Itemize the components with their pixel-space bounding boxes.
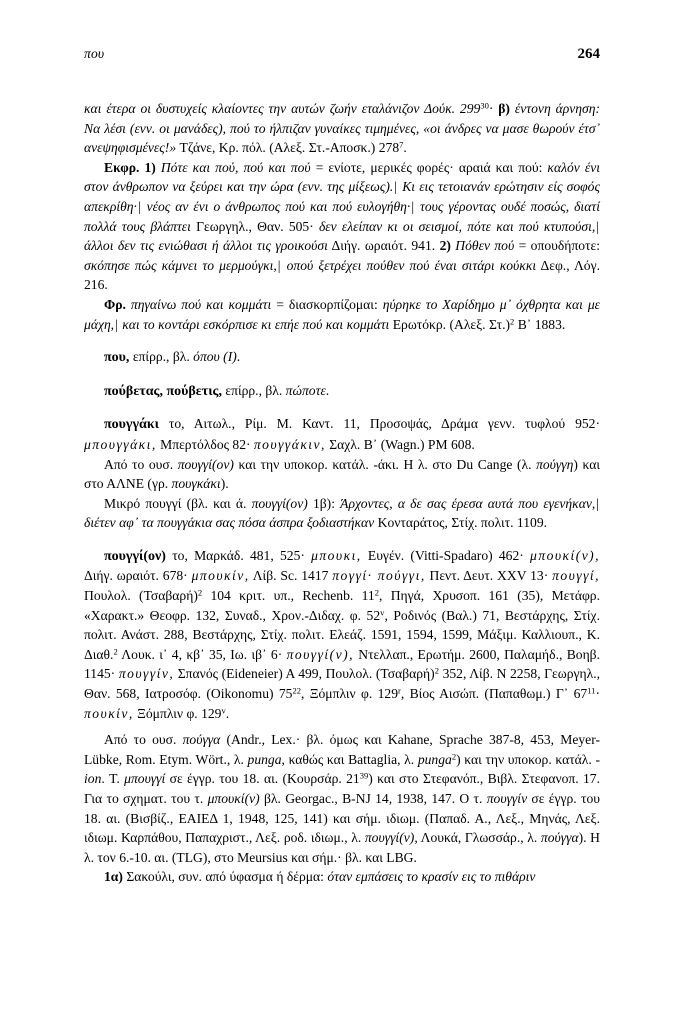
poungaki-etym-it-3: πουγκάκι <box>171 476 221 492</box>
headword-poubetas: πούβετας, πούβετις, <box>104 383 222 399</box>
paragraph-ekfrasi <box>84 158 600 295</box>
poungion-refs-8: , Πηγά, Χρυσοπ. 161 (35), Μετάφρ. «Χαρακτ.» Θεοφρ. 132, Συναδ., Χρον.-Διδαχ. φ. 52 <box>84 588 600 623</box>
verse-break: | <box>115 316 118 332</box>
poungion-refs-12: Σπανός (Eideneier) Α 499, Πουλολ. (Τσαβαρή) <box>174 666 435 682</box>
headword-pou: που, <box>104 350 130 366</box>
poungaki-refs-1: το, Αιτωλ., Ρίμ. Μ. Καντ. 11, Προσοψάς, Δράμα γενν. τυφλού 952· <box>158 416 600 432</box>
poungion-sup-2: 2 <box>374 587 379 598</box>
paragraph-continuation <box>84 99 600 158</box>
poungion-refs-18: . <box>225 705 230 721</box>
ekfr-sense-1-gloss: ενίοτε, μερικές φορές· αραιά και πού: <box>328 159 543 175</box>
poungion-refs-16: · <box>595 686 600 702</box>
poungaki-citation-b: διέτεν αφ᾽ τα πουγγάκια σας πόσα άσπρα ξοδιαστήκαν <box>84 515 375 531</box>
entry-poungaki <box>84 414 600 454</box>
verse-break: | <box>394 179 398 195</box>
poungion-refs-15: , Βίος Αισώπ. (Παπαθωμ.) Γ᾽ 67 <box>400 686 588 702</box>
etym-k: ). Η λ. τον 6.-10. αι. (TLG), στο Meursius και σήμ.· βλ. και LBG. <box>84 830 600 865</box>
poungion-variant-7: πουγγίν, <box>118 666 175 682</box>
poungion-variant-2: μπουκί(ν), <box>530 547 601 563</box>
poungaki-citation-a: Άρχοντες, α δε σας έρεσα αυτά που εγενήκαν, <box>340 495 596 511</box>
poungaki-etym-b: και την υποκορ. κατάλ. -άκι. Η λ. στο Du Cange (λ. <box>233 456 537 472</box>
poungion-refs-5: Πεντ. Δευτ. XXV 13· <box>425 568 549 584</box>
etym-b: (Andr., Lex.· βλ. όμως και Kahane, Sprache 387-8, 453, Meyer-Lübke, Rom. Etym. Wört., λ. <box>84 732 601 767</box>
poungion-variant-6: πουγγί(ν), <box>286 646 354 662</box>
ekfr-sense-1-equals: = <box>315 159 324 175</box>
poungaki-sense-marker: 1β): <box>307 495 335 511</box>
ekfr-sense-1-citation-b: Κι εις τετοιανάν ερώτησιν είς σοφός απεκρίθη· <box>84 179 600 214</box>
ekfr-sense-2-citation-a: σκόπησε πώς κάμνει το μερμούγκι, <box>84 257 277 273</box>
poungion-sup-8: 11 <box>587 685 596 696</box>
sense-1a-marker: 1α) <box>104 869 123 885</box>
etym-i: σε έγγρ. του 18. αι. (Βισβίζ., ΕΑΙΕΔ 1, 1948, 125, 141) και σήμ. ιδιωμ. (Παπαδ. Α., Λεξ., Μηνάς, Λεξ. ιδιωμ. Καρπάθου, Παπαχριστ., Λεξ. ροδ. ιδιωμ., λ. <box>84 791 600 846</box>
poungion-refs-17: Ξόμπλιν φ. 129 <box>133 705 222 721</box>
entry-spacer <box>84 401 600 414</box>
cont-text-2: · <box>488 101 494 116</box>
etym-it-6: μπουκί(ν) <box>207 791 260 806</box>
poungion-sup-9: v <box>221 704 226 715</box>
poungion-variant-4: πογγί· πούγγι, <box>332 568 426 584</box>
ekfr-sense-1-citation-c: νέος αν ένι ο άνθρωπος πού και πού ευλογήθη· <box>146 198 411 214</box>
fr-lemma: πηγαίνω πού και κομμάτι <box>130 296 272 312</box>
ekfr-sense-2-citation-b: οπού ξετρέχει πούθεν πού έναι σιτάρι κούκκι <box>286 257 537 273</box>
entry-poubetas-crossref: πώποτε <box>285 382 326 398</box>
fr-equals: = <box>276 296 284 312</box>
poungaki-etym-c: ) και στο ΑΛΝΕ (γρ. <box>84 456 600 492</box>
entry-spacer <box>84 533 600 546</box>
etym-f: σε έγγρ. του 18. αι. (Κουρσάρ. 21 <box>165 771 360 787</box>
running-head <box>84 46 600 63</box>
poungion-variant-5: πουγγί, <box>552 568 600 584</box>
poungion-refs-14: , Ξόμπλιν φ. 129 <box>301 686 398 702</box>
etym-it-8: πουγγί(ν) <box>364 830 415 846</box>
entry-pou-gram: επίρρ., βλ. <box>132 349 194 365</box>
verse-break: | <box>411 198 415 214</box>
entry-pou <box>84 347 600 368</box>
poungaki-variant-2: πουγγάκιν, <box>253 436 326 452</box>
paragraph-sense-1a <box>84 867 600 887</box>
etym-e: . Τ. <box>101 771 125 787</box>
cont-sense-marker-b: β) <box>493 101 510 116</box>
ekfr-sense-2-marker: 2) <box>439 238 451 254</box>
poungaki-source: Κονταράτος, Στίχ. πολιτ. 1109. <box>377 515 548 531</box>
etym-it-5: μπουγγί <box>124 771 166 787</box>
ekfr-sense-1-source-b: Διήγ. ωραιότ. 941. <box>331 238 436 254</box>
fr-source: Ερωτόκρ. (Αλεξ. Στ.) <box>392 316 511 332</box>
poungion-refs-6: Πουλολ. (Τσαβαρή) <box>84 588 198 604</box>
poungion-sup-6: 22 <box>292 685 302 696</box>
fr-citation-b: και το κοντάρι εσκόρπισε κι επήε πού και κομμάτι <box>122 316 390 332</box>
poungaki-sense-crossref: πουγγί(ον) <box>251 495 308 511</box>
fr-source-sup: 2 <box>510 315 515 326</box>
poungaki-refs-3: Σαχλ. Β᾽ (Wagn.) PM 608. <box>325 436 475 452</box>
etym-c: , καθώς και Battaglia, λ. <box>281 751 418 767</box>
poungaki-etym-it-2: πούγγη <box>536 456 574 472</box>
etym-it-1: πούγγα <box>182 732 221 748</box>
verse-break: | <box>137 198 141 214</box>
poungion-refs-7: 104 κριτ. υπ., Rechenb. 11 <box>202 588 375 604</box>
entry-spacer <box>84 334 600 347</box>
cont-text-3: έντονη άρνηση: Να λέσι (ενν. οι μανάδες), πού το ήλπιζαν γυναίκες τιμημένες, «οι άνδρες να μασε θωρούν έτσ᾽ ανεψηφισμένες!» <box>84 101 600 156</box>
ekfr-sense-1-lemma: Πότε και πού, πού και πού <box>160 159 311 175</box>
etym-it-3: punga <box>417 751 452 767</box>
etym-g: ) και στο Στεφανόπ., Βιβλ. Στεφανοπ. 17. Για το σχηματ. του τ. <box>84 771 600 806</box>
fr-source-rest: Β᾽ 1883. <box>517 316 566 332</box>
poungion-variant-3: μπουκίν, <box>191 568 250 584</box>
poungion-sup-3: v <box>380 606 385 617</box>
poungion-refs-10: Λουκ. ι᾽ 4, κβ᾽ 35, Ιω. ιβ᾽ 6· <box>117 646 283 662</box>
poungaki-sense-intro: Μικρό πουγγί (βλ. και ά. <box>104 495 252 511</box>
cont-source: Τζάνε, Κρ. πόλ. (Αλεξ. Στ.-Αποσκ.) 278 <box>179 140 400 156</box>
poungion-variant-1: μπουκι, <box>311 547 362 563</box>
ekfr-sense-2-lemma: Πόθεν πού <box>455 238 515 254</box>
etym-d: ) και την υποκορ. κατάλ. <box>456 751 596 767</box>
ekfr-sense-2-source: Δεφ., Λόγ. 216. <box>84 257 600 293</box>
etym-sup-1: 2 <box>451 751 457 762</box>
running-head-lemma: που <box>84 46 105 61</box>
entry-poubetas <box>84 381 600 402</box>
page-body <box>84 99 600 887</box>
fr-citation-a: ηύρηκε το Χαρίδημο μ᾽ όχθρητα και με μάχη, <box>84 296 601 332</box>
poungion-sup-5: 2 <box>434 665 439 676</box>
etym-a: Από το ουσ. <box>104 732 183 748</box>
entry-poubetas-gram: επίρρ., βλ. <box>225 382 286 398</box>
headword-poungion: πουγγί(ον) <box>104 548 166 564</box>
etym-j: , Λουκά, Γλωσσάρ., λ. <box>414 830 541 846</box>
poungion-sup-1: 2 <box>197 587 203 598</box>
ekfr-sense-2-equals: = <box>518 238 527 254</box>
etym-it-7: πουγγίν <box>486 791 528 806</box>
etym-h: βλ. Georgac., B-NJ 14, 1938, 147. Ο τ. <box>259 791 487 806</box>
paragraph-frasi <box>84 295 600 334</box>
ekfr-sense-1-citation-a: καλόν ένι στον άνθρωπον να ξεύρει και την ώρα (ενν. της μίξεως). <box>84 159 601 195</box>
paragraph-poungaki-sense <box>84 494 600 533</box>
verse-break: | <box>596 495 599 511</box>
cont-text-1: και έτερα οι δυστυχείς κλαίοντες την αυτών ζωήν εταλάνιζον Δούκ. 299 <box>84 101 481 116</box>
etym-sup-2: 39 <box>359 770 369 781</box>
poungion-refs-9: , Ροδινός (Βαλ.) 71, Βεστάρχης, Στίχ. πολιτ. Ανάστ. 288, Βεστάρχης, Στίχ. πολιτ. Ελεάζ. 1591, 1594, 1599, Μάξιμ. Καλλιουπ., Κ. Διαθ. <box>84 607 600 662</box>
poungion-sup-4: 2 <box>113 646 118 657</box>
ekfr-label: Εκφρ. <box>104 159 140 175</box>
ekfr-sense-1-citation-e: δεν ελείπαν κι οι σεισμοί, πότε και πού κτυπούσι, <box>318 218 596 234</box>
paragraph-poungion-etymology <box>84 730 600 867</box>
paragraph-spacer <box>84 723 600 730</box>
ekfr-sense-2-gloss: οπουδήποτε: <box>530 238 600 254</box>
poungaki-etym-it-1: πουγγί(ον) <box>177 456 234 472</box>
poungion-refs-13: 352, Λίβ. Ν 2258, Γεωργηλ., Θαν. 568, Ιατροσόφ. (Oikonomu) 75 <box>84 666 600 702</box>
poungion-variant-8: πουκίν, <box>84 705 134 721</box>
ekfr-sense-1-marker: 1) <box>144 159 156 175</box>
cont-sup-1: 30 <box>480 100 489 111</box>
paragraph-poungaki-etymology <box>84 455 600 494</box>
poungion-refs-4: Λίβ. Sc. 1417 <box>249 568 333 584</box>
entry-poungion <box>84 546 600 723</box>
entry-poubetas-end: . <box>325 382 330 398</box>
poungion-refs-1: το, Μαρκάδ. 481, 525· <box>165 547 305 563</box>
poungaki-variant-1: μπουγγάκι, <box>84 436 157 452</box>
poungion-sup-7: r <box>398 685 401 696</box>
ekfr-sense-1-citation-d: τους γέροντας ουδέ ποσώς, διατί πολλά τους βλάπτει <box>84 198 600 234</box>
poungaki-etym-d: ). <box>220 476 229 492</box>
etym-it-4: -ion <box>84 751 600 787</box>
poungion-refs-11: Ντελλαπ., Ερωτήμ. 2600, Παλαμήδ., Βοηβ. 1145· <box>84 646 600 682</box>
fr-gloss: διασκορπίζομαι: <box>288 296 378 312</box>
headword-poungaki: πουγγάκι <box>104 417 159 433</box>
sense-1a-citation: όταν εμπάσεις το κρασίν εις το πιθάριν <box>327 869 536 885</box>
poungaki-etym-a: Από το ουσ. <box>104 456 178 472</box>
page-content-column <box>84 46 600 887</box>
entry-spacer <box>84 368 600 381</box>
cont-text-4: . <box>403 140 407 156</box>
sense-1a-gloss: Σακούλι, συν. από ύφασμα ή δέρμα: <box>122 869 328 885</box>
poungaki-refs-2: Μπερτόλδος 82· <box>156 436 251 452</box>
verse-break: | <box>596 218 599 234</box>
page-number: 264 <box>577 46 600 62</box>
poungion-refs-3: Διήγ. ωραιότ. 678· <box>84 568 188 584</box>
poungion-refs-2: Ευγέν. (Vitti-Spadaro) 462· <box>361 547 524 563</box>
fr-label: Φρ. <box>104 296 126 312</box>
verse-break: | <box>277 257 281 273</box>
ekfr-sense-1-source-a: Γεωργηλ., Θαν. 505· <box>196 218 314 234</box>
entry-pou-end: . <box>236 349 241 365</box>
ekfr-sense-1-citation-f: άλλοι δεν τις ενιώθασι ή άλλοι τις γροικούσι <box>84 238 328 254</box>
etym-it-2: punga <box>247 751 282 767</box>
entry-pou-crossref: όπου (I) <box>193 349 237 365</box>
etym-it-9: πούγγα <box>540 830 579 846</box>
cont-sup-2: 7 <box>399 139 404 150</box>
